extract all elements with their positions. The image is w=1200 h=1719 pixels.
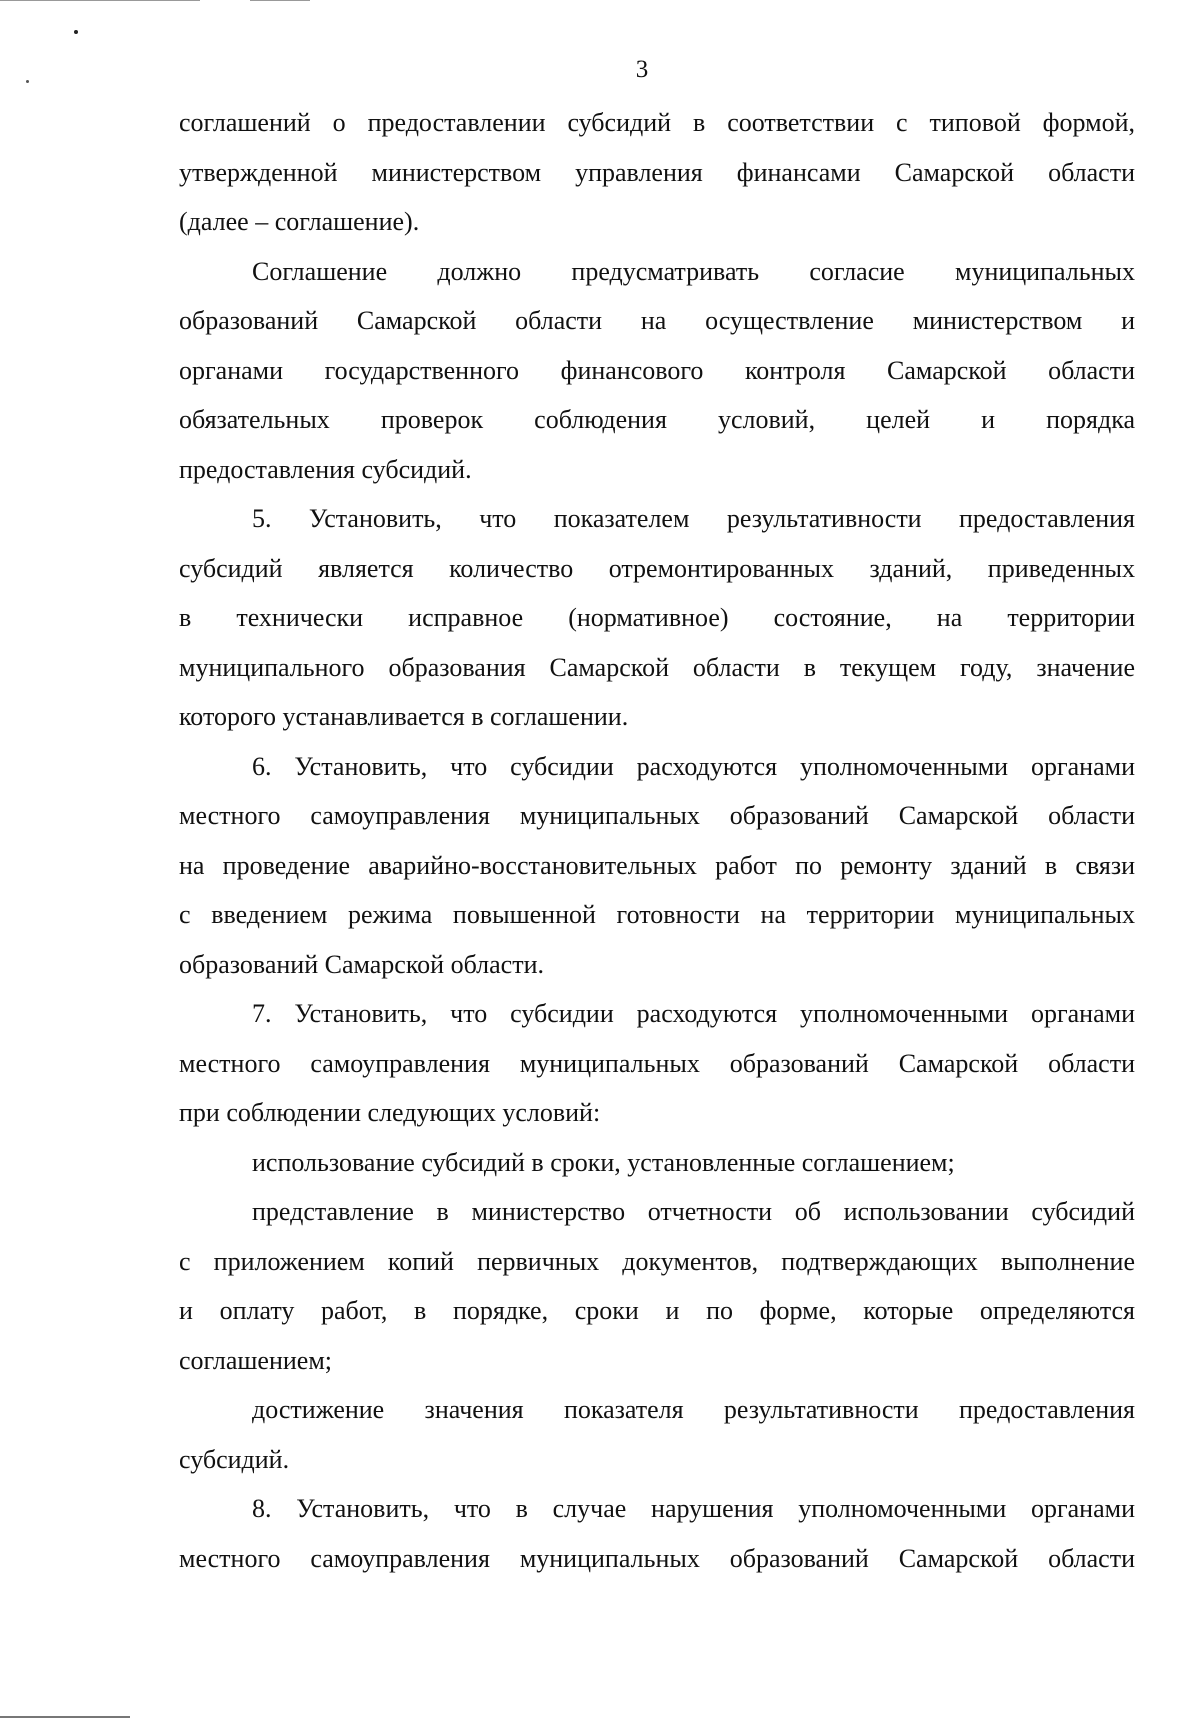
paragraph-line: образований Самарской области. [179,949,544,979]
paragraph [179,494,1135,742]
paragraph-line: соглашением; [179,1345,333,1375]
paragraph-line: утвержденной министерством управления финансами Самарской области [179,157,1135,187]
paragraph-line: органами государственного финансового контроля Самарской области [179,355,1135,385]
paragraph [179,1484,1135,1583]
paragraph-line: Соглашение должно предусматривать согласие муниципальных [252,256,1135,286]
paragraph-line: местного самоуправления муниципальных образований Самарской области [179,1543,1135,1573]
paragraph-line: 7. Установить, что субсидии расходуются уполномоченными органами [252,999,1135,1028]
paragraph-line: 8. Установить, что в случае нарушения уполномоченными органами [252,1494,1135,1523]
scan-line [0,0,200,1]
paragraph [179,247,1135,495]
scan-dot [26,80,29,83]
paragraph [179,98,1135,247]
paragraph-line: достижение значения показателя результативности предоставления [252,1395,1135,1424]
paragraph-line: местного самоуправления муниципальных образований Самарской области [179,1048,1135,1078]
scan-line [0,1716,130,1718]
paragraph-line: (далее – соглашение). [179,207,420,236]
paragraph [179,742,1135,990]
paragraph-line: предоставления субсидий. [179,454,472,484]
scan-line [250,0,310,1]
paragraph-line: образований Самарской области на осуществление министерством и [179,306,1135,335]
paragraph-line: обязательных проверок соблюдения условий, целей и порядка [179,405,1135,434]
paragraph [179,989,1135,1138]
paragraph-line: представление в министерство отчетности об использовании субсидий [252,1197,1135,1226]
paragraph-line: использование субсидий в сроки, установленные соглашением; [252,1147,955,1177]
paragraph-line: муниципального образования Самарской области в текущем году, значение [179,652,1135,682]
paragraph-line: местного самоуправления муниципальных образований Самарской области [179,801,1135,830]
paragraph-line: с приложением копий первичных документов, подтверждающих выполнение [179,1246,1135,1276]
paragraph-line: и оплату работ, в порядке, сроки и по форме, которые определяются [179,1296,1135,1325]
paragraph [179,1385,1135,1484]
paragraph-line: на проведение аварийно-восстановительных работ по ремонту зданий в связи [179,850,1135,880]
paragraph-line: 6. Установить, что субсидии расходуются уполномоченными органами [252,751,1135,781]
page-number: 3 [635,56,649,83]
paragraph [179,1187,1135,1385]
paragraph-line: с введением режима повышенной готовности на территории муниципальных [179,900,1135,929]
paragraph [179,1138,1135,1188]
paragraph-line: которого устанавливается в соглашении. [179,702,629,731]
paragraph-line: при соблюдении следующих условий: [179,1098,601,1127]
paragraph-line: 5. Установить, что показателем результативности предоставления [252,504,1135,533]
paragraph-line: в технически исправное (нормативное) состояние, на территории [179,603,1135,632]
paragraph-line: соглашений о предоставлении субсидий в соответствии с типовой формой, [179,108,1135,137]
document-body [179,98,1135,1583]
scan-dot [74,30,78,34]
paragraph-line: субсидий. [179,1444,290,1474]
paragraph-line: субсидий является количество отремонтированных зданий, приведенных [179,553,1135,583]
